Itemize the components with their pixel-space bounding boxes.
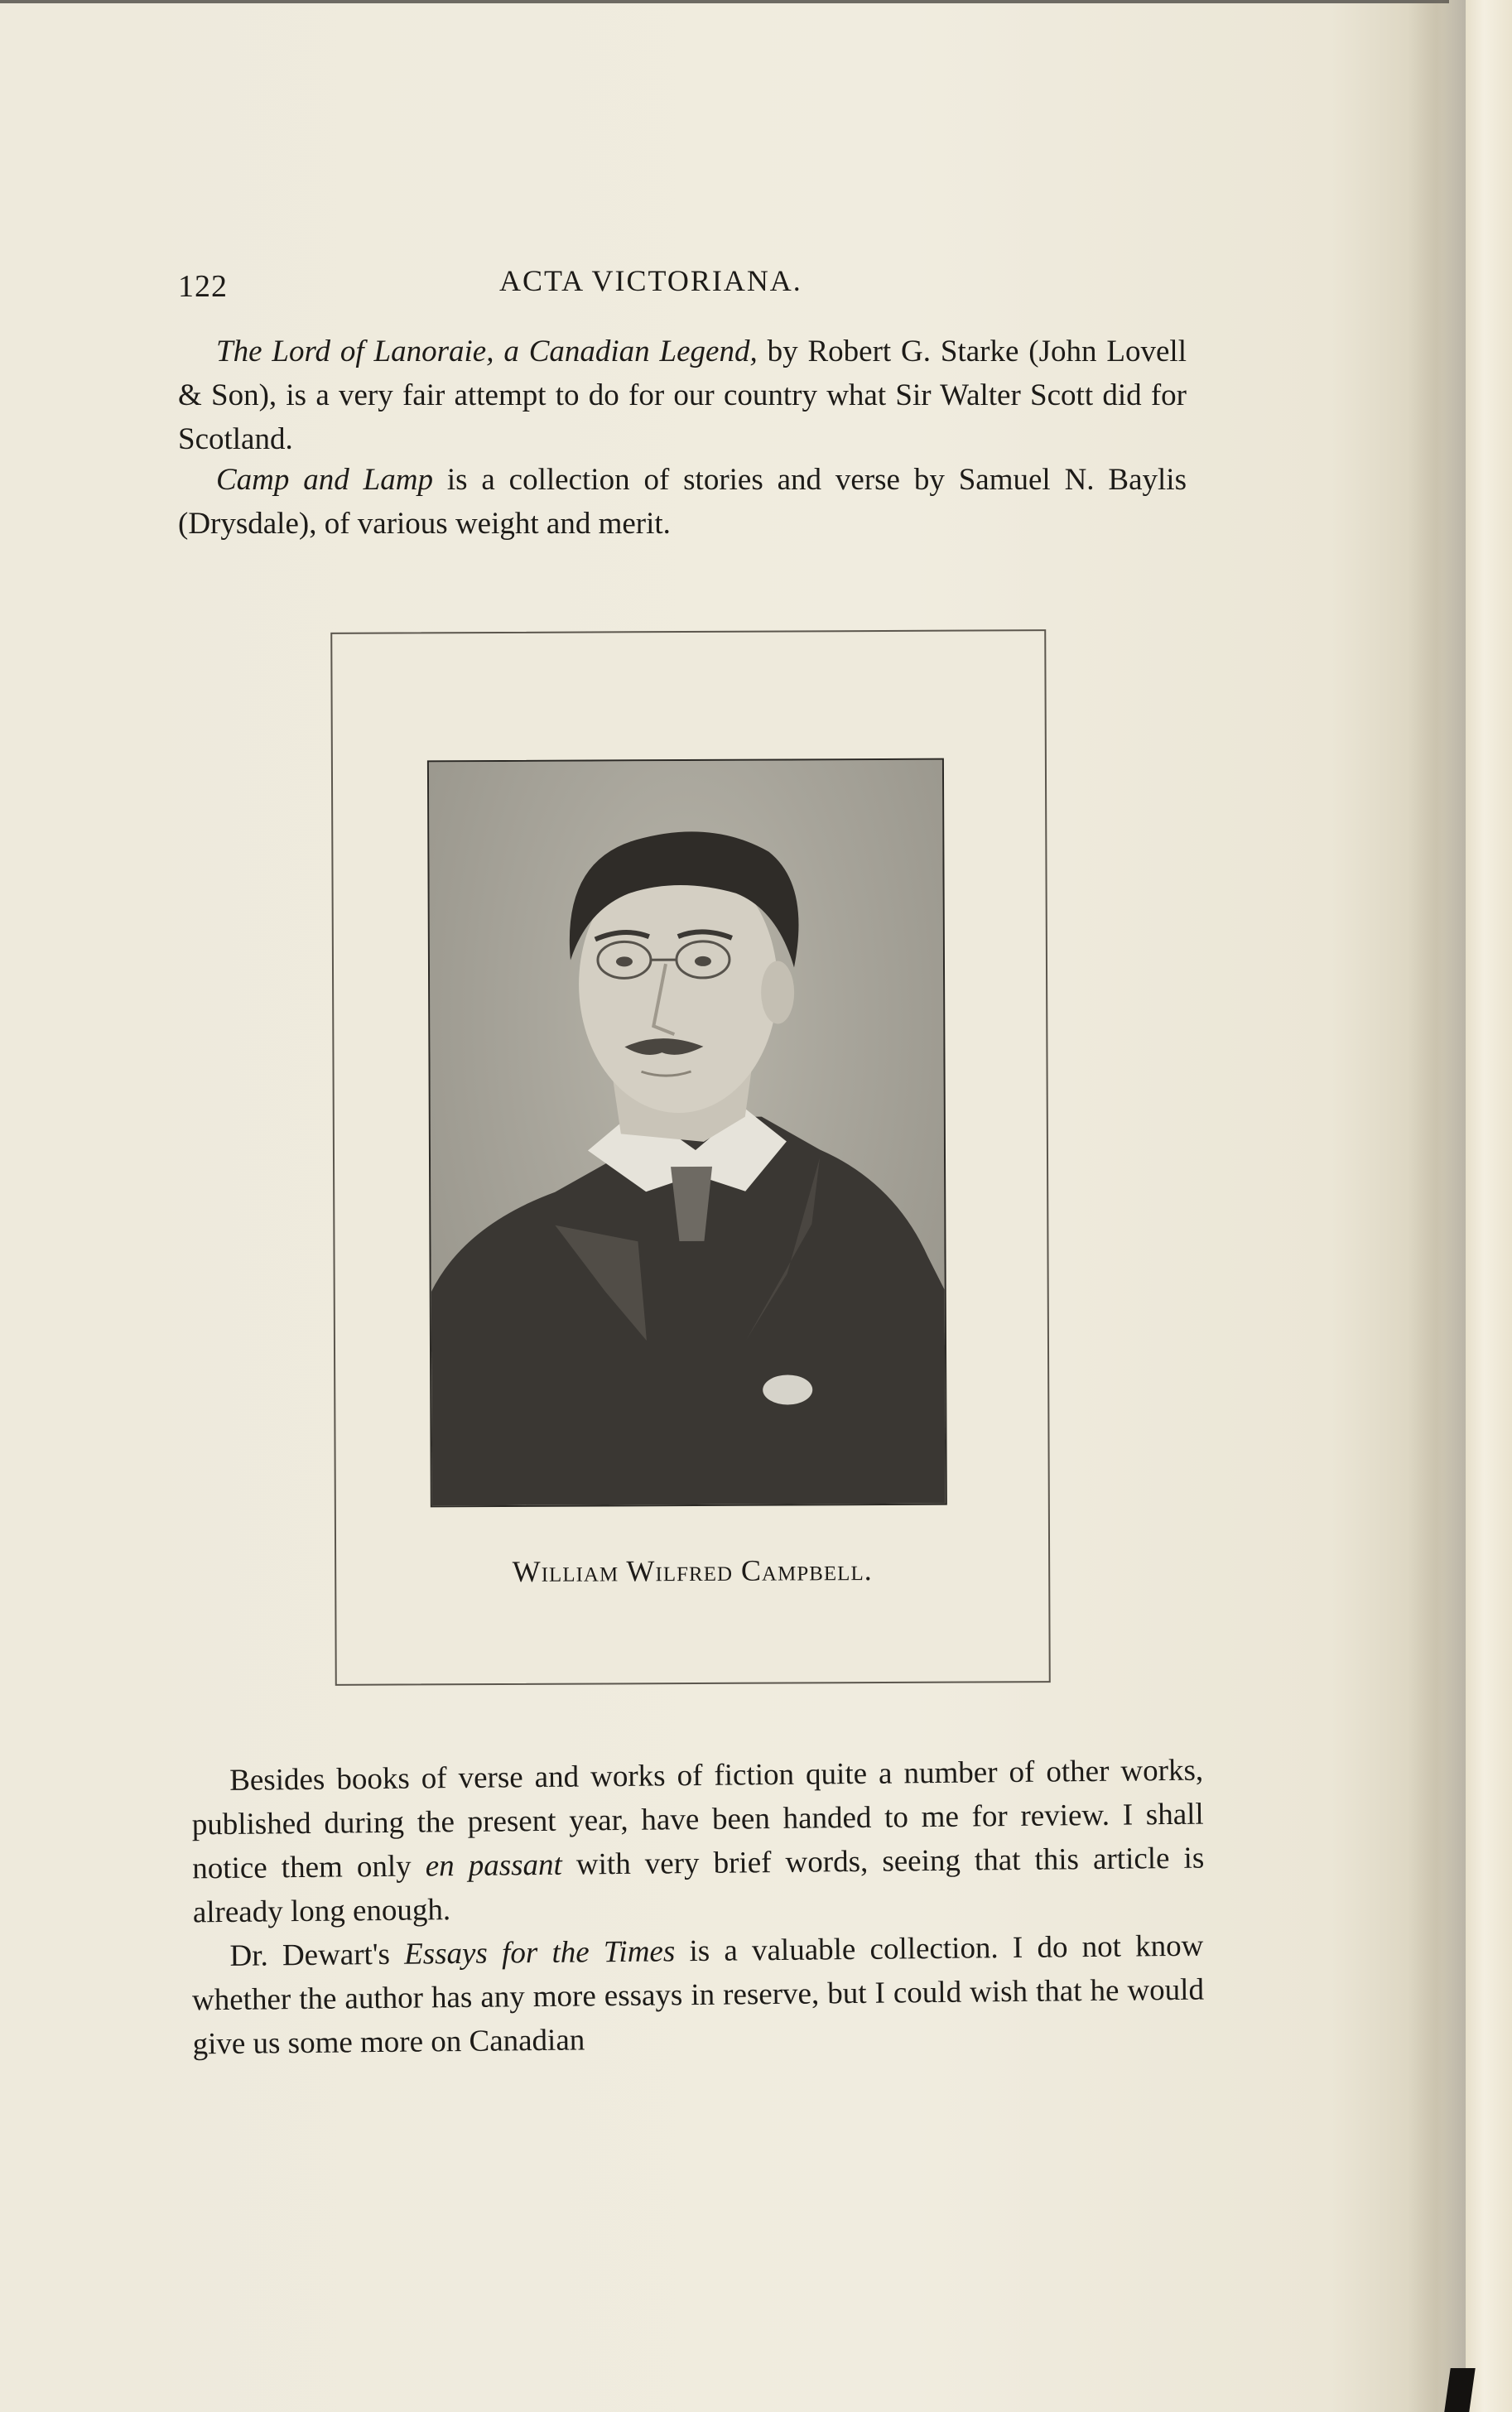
dewart-text-end: is a valuable collection. I do not know whether the author has any more essays in reserve, but I could wish that he would give us some more on Canadian: [191, 1928, 1205, 2062]
book-title-camp-and-lamp: Camp and Lamp: [216, 463, 433, 497]
running-head: [178, 263, 1213, 305]
review-paragraph-dewart: [191, 1924, 1205, 2067]
adjacent-page-edge: [1466, 0, 1512, 2412]
gutter-shadow: [1408, 0, 1466, 2412]
portrait-plate: [330, 629, 1051, 1686]
en-passant-phrase: en passant: [425, 1847, 563, 1884]
dewart-text-start: Dr. Dewart's: [229, 1937, 405, 1973]
top-edge-rule: [0, 0, 1449, 3]
review-paragraph-camp-and-lamp: [178, 458, 1187, 546]
portrait-photo: [427, 758, 947, 1508]
review-paragraph-lanoraie: [178, 330, 1187, 461]
book-title-essays-for-the-times: Essays for the Times: [403, 1934, 676, 1971]
portrait-caption: William Wilfred Campbell.: [512, 1553, 873, 1588]
review-text-camp-and-lamp: is a collection of stories and verse by Samuel N. Baylis (Drysdale), of various weight and merit.: [178, 463, 1187, 541]
review-paragraph-other-works: [191, 1749, 1205, 1935]
book-title-lanoraie: The Lord of Lanoraie, a Canadian Legend,: [216, 335, 758, 368]
journal-title: ACTA VICTORIANA.: [499, 264, 802, 297]
other-works-text-end: with very brief words, seeing that this article is already long enough.: [192, 1841, 1205, 1930]
review-text-lanoraie: by Robert G. Starke (John Lovell & Son), is a very fair attempt to do for our country what Sir Walter Scott did for Scotland.: [178, 335, 1187, 456]
other-works-text-start: Besides books of verse and works of fiction quite a number of other works, published during the present year, have been handed to me for review. I shall notice them only: [191, 1753, 1204, 1886]
portrait-illustration: [429, 760, 946, 1506]
page-number: 122: [178, 269, 228, 304]
